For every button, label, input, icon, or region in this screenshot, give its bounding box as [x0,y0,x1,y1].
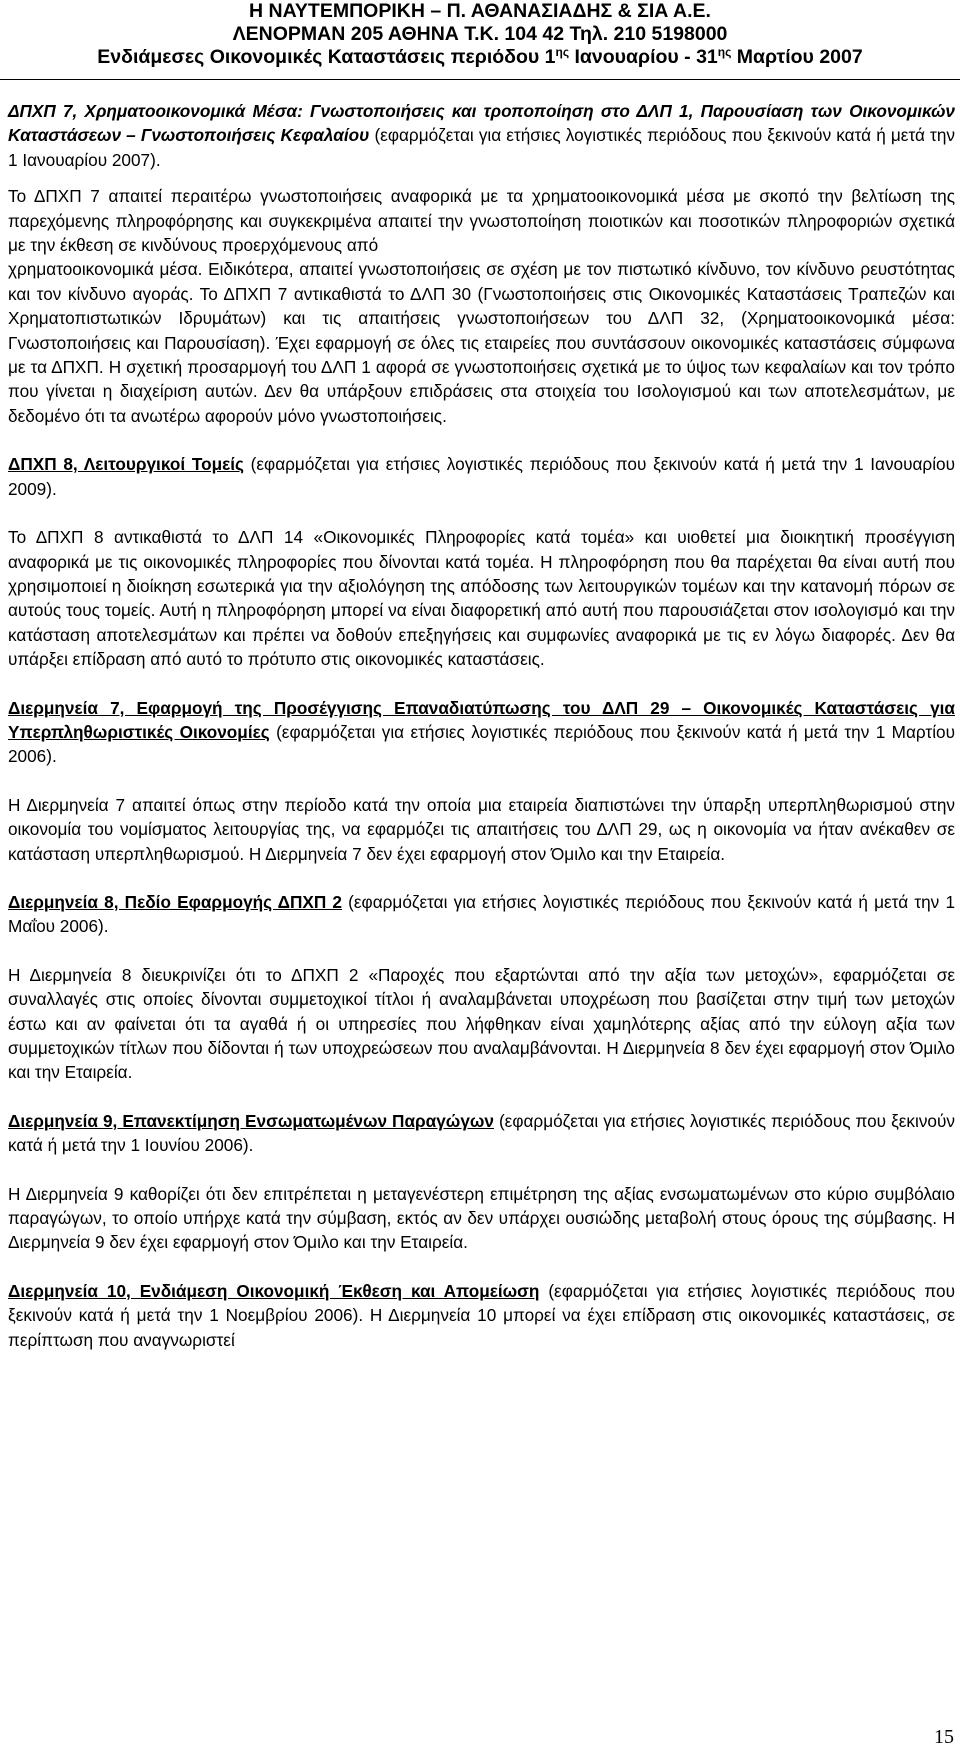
section-note: (εφαρμόζεται για ετήσιες λογιστικές περιόδους που ξεκινούν κατά ή μετά την 1 Ιανουαρίου 2009). [8,454,955,499]
section-heading: Διερμηνεία 7, Εφαρμογή της Προσέγγισης Επαναδιατύπωσης του ΔΛΠ 29 – Οικονομικές Καταστάσεις για Υπερπληθωριστικές Οικονομίες [8,697,955,742]
section-ifrs8-heading [8,452,955,501]
company-address: ΛΕΝΟΡΜΑΝ 205 ΑΘΗΝΑ Τ.Κ. 104 42 Τηλ. 210 5198000 [232,23,728,45]
section-ifric8-heading [8,890,955,939]
section-heading: Διερμηνεία 10, Ενδιάμεση Οικονομική Έκθεση και Απομείωση [8,1280,540,1301]
section-note: (εφαρμόζεται για ετήσιες λογιστικές περιόδους που ξεκινούν κατά ή μετά την 1 Ιανουαρίου 2007). [8,125,956,170]
report-title: Ενδιάμεσες Οικονομικές Καταστάσεις περιόδου $1^{\eta\varsigma}$ Ιανουαρίου - $31^{\eta\varsigma}$ Μαρτίου 2007 [97,45,863,68]
section-note: (εφαρμόζεται για ετήσιες λογιστικές περιόδους που ξεκινούν κατά ή μετά την 1 Ιουνίου 2006). [8,1110,955,1156]
section-note: (εφαρμόζεται για ετήσιες λογιστικές περιόδους που ξεκινούν κατά ή μετά την 1 Μαρτίου 2006). [8,721,955,767]
document-header [0,0,960,74]
section-ifrs7-heading [8,99,955,172]
paragraph: Η Διερμηνεία 9 καθορίζει ότι δεν επιτρέπεται η μεταγενέστερη επιμέτρηση της αξίας ενσωματωμένων στο κύριο συμβόλαιο παραγώγων, το οποίο υπήρχε κατά την σύμβαση, εκτός αν δεν υπάρχει ουσιώδης μεταβολή στους όρους της σύμβασης. Η Διερμηνεία 9 δεν έχει εφαρμογή στον Όμιλο και την Εταιρεία. [8,1183,955,1253]
section-heading: Διερμηνεία 9, Επανεκτίμηση Ενσωματωμένων Παραγώγων [8,1110,494,1131]
paragraph: Η Διερμηνεία 8 διευκρινίζει ότι το ΔΠΧΠ 2 «Παροχές που εξαρτώνται από την αξία των μετοχών», εφαρμόζεται σε συναλλαγές στις οποίες δίνονται συμμετοχικοί τίτλοι ή αναλαμβάνεται υποχρέωση που βασίζεται στην τιμή των μετοχών έστω και αν φαίνεται ότι τα αγαθά ή οι υπηρεσίες που λήφθηκαν είναι χαμηλότερης αξίας από την εύλογη αξία των συμμετοχικών τίτλων που δίδονται ή των υποχρεώσεων που αναλαμβάνονται. Η Διερμηνεία 8 δεν έχει εφαρμογή στον Όμιλο και την Εταιρεία. [8,964,955,1083]
section-heading: Διερμηνεία 8, Πεδίο Εφαρμογής ΔΠΧΠ 2 [8,891,342,912]
paragraph: Η Διερμηνεία 7 απαιτεί όπως στην περίοδο κατά την οποία μια εταιρεία διαπιστώνει την ύπαρξη υπερπληθωρισμού στην οικονομία του νομίσματος λειτουργίας της, να εφαρμόζει τις απαιτήσεις του ΔΛΠ 29, ως η οικονομία να ήταν ανέκαθεν σε κατάσταση υπερπληθωρισμού. Η Διερμηνεία 7 δεν έχει εφαρμογή στον Όμιλο και την Εταιρεία. [8,794,955,864]
section-ifric7-heading [8,696,955,769]
company-name: Η ΝΑΥΤΕΜΠΟΡΙΚΗ – Π. ΑΘΑΝΑΣΙΑΔΗΣ & ΣΙΑ Α.Ε. [249,0,711,22]
page-number: 15 [934,1726,954,1748]
paragraph: Το ΔΠΧΠ 7 απαιτεί περαιτέρω γνωστοποιήσεις αναφορικά με τα χρηματοοικονομικά μέσα με σκοπό την βελτίωση της παρεχόμενης πληροφόρησης και συγκεκριμένα απαιτεί την γνωστοποίηση ποιοτικών και ποσοτικών πληροφοριών σχετικά με την έκθεση σε κινδύνους προερχόμενους από [8,186,955,256]
paragraph: Το ΔΠΧΠ 8 αντικαθιστά το ΔΛΠ 14 «Οικονομικές Πληροφορίες κατά τομέα» και υιοθετεί μια διοικητική προσέγγιση αναφορικά με τις οικονομικές πληροφορίες που δίνονται κατά τομέα. Η πληροφόρηση που θα παρέχεται θα είναι αυτή που χρησιμοποιεί η διοίκηση εσωτερικά για την αξιολόγηση της απόδοσης των λειτουργικών τομέων και την κατανομή πόρων σε αυτούς τους τομείς. Αυτή η πληροφόρηση μπορεί να είναι διαφορετική από αυτή που παρουσιάζεται στον ισολογισμό και την κατάσταση αποτελεσμάτων και πρέπει να δοθούν επεξηγήσεις και συμφωνίες αναφορικά με τις εν λόγω διαφορές. Δεν θα υπάρξει επίδραση από αυτό το πρότυπο στις οικονομικές καταστάσεις. [8,527,955,670]
section-heading: ΔΠΧΠ 8, Λειτουργικοί Τομείς [8,454,244,475]
document-body [8,99,955,1352]
section-note: (εφαρμόζεται για ετήσιες λογιστικές περιόδους που ξεκινούν κατά ή μετά την 1 Μαΐου 2006). [8,891,955,937]
section-ifric10-heading [8,1279,955,1352]
paragraph: χρηματοοικονομικά μέσα. Ειδικότερα, απαιτεί γνωστοποιήσεις σε σχέση με τον πιστωτικό κίνδυνο, τον κίνδυνο ρευστότητας και τον κίνδυνο αγοράς. Το ΔΠΧΠ 7 αντικαθιστά το ΔΛΠ 30 (Γνωστοποιήσεις στις Οικονομικές Καταστάσεις Τραπεζών και Χρηματοπιστωτικών Ιδρυμάτων) και τις απαιτήσεις γνωστοποιήσεων του ΔΛΠ 32, (Χρηματοοικονομικά μέσα: Γνωστοποιήσεις και Παρουσίαση). Έχει εφαρμογή σε όλες τις εταιρείες που συντάσσουν οικονομικές καταστάσεις σύμφωνα με τα ΔΠΧΠ. Η σχετική προσαρμογή του ΔΛΠ 1 αφορά σε γνωστοποιήσεις σχετικά με το ύψος των κεφαλαίων και τον τρόπο που γίνεται η διαχείριση αυτών. Δεν θα υπάρξουν επιδράσεις στα στοιχεία του Ισολογισμού και των αποτελεσμάτων, με δεδομένο ότι τα ανωτέρω αφορούν μόνο γνωστοποιήσεις. [8,259,955,426]
section-note: (εφαρμόζεται για ετήσιες λογιστικές περιόδους που ξεκινούν κατά ή μετά την 1 Νοεμβρίου 2006). Η Διερμηνεία 10 μπορεί να έχει επίδραση στις οικονομικές καταστάσεις, σε περίπτωση που αναγνωριστεί [8,1280,956,1350]
header-rule [0,79,960,80]
section-ifric9-heading [8,1109,955,1158]
section-heading: ΔΠΧΠ 7, Χρηματοοικονομικά Μέσα: Γνωστοποιήσεις και τροποποίηση στο ΔΛΠ 1, Παρουσίαση των Οικονομικών Καταστάσεων – Γνωστοποιήσεις Κεφαλαίου [8,101,955,146]
